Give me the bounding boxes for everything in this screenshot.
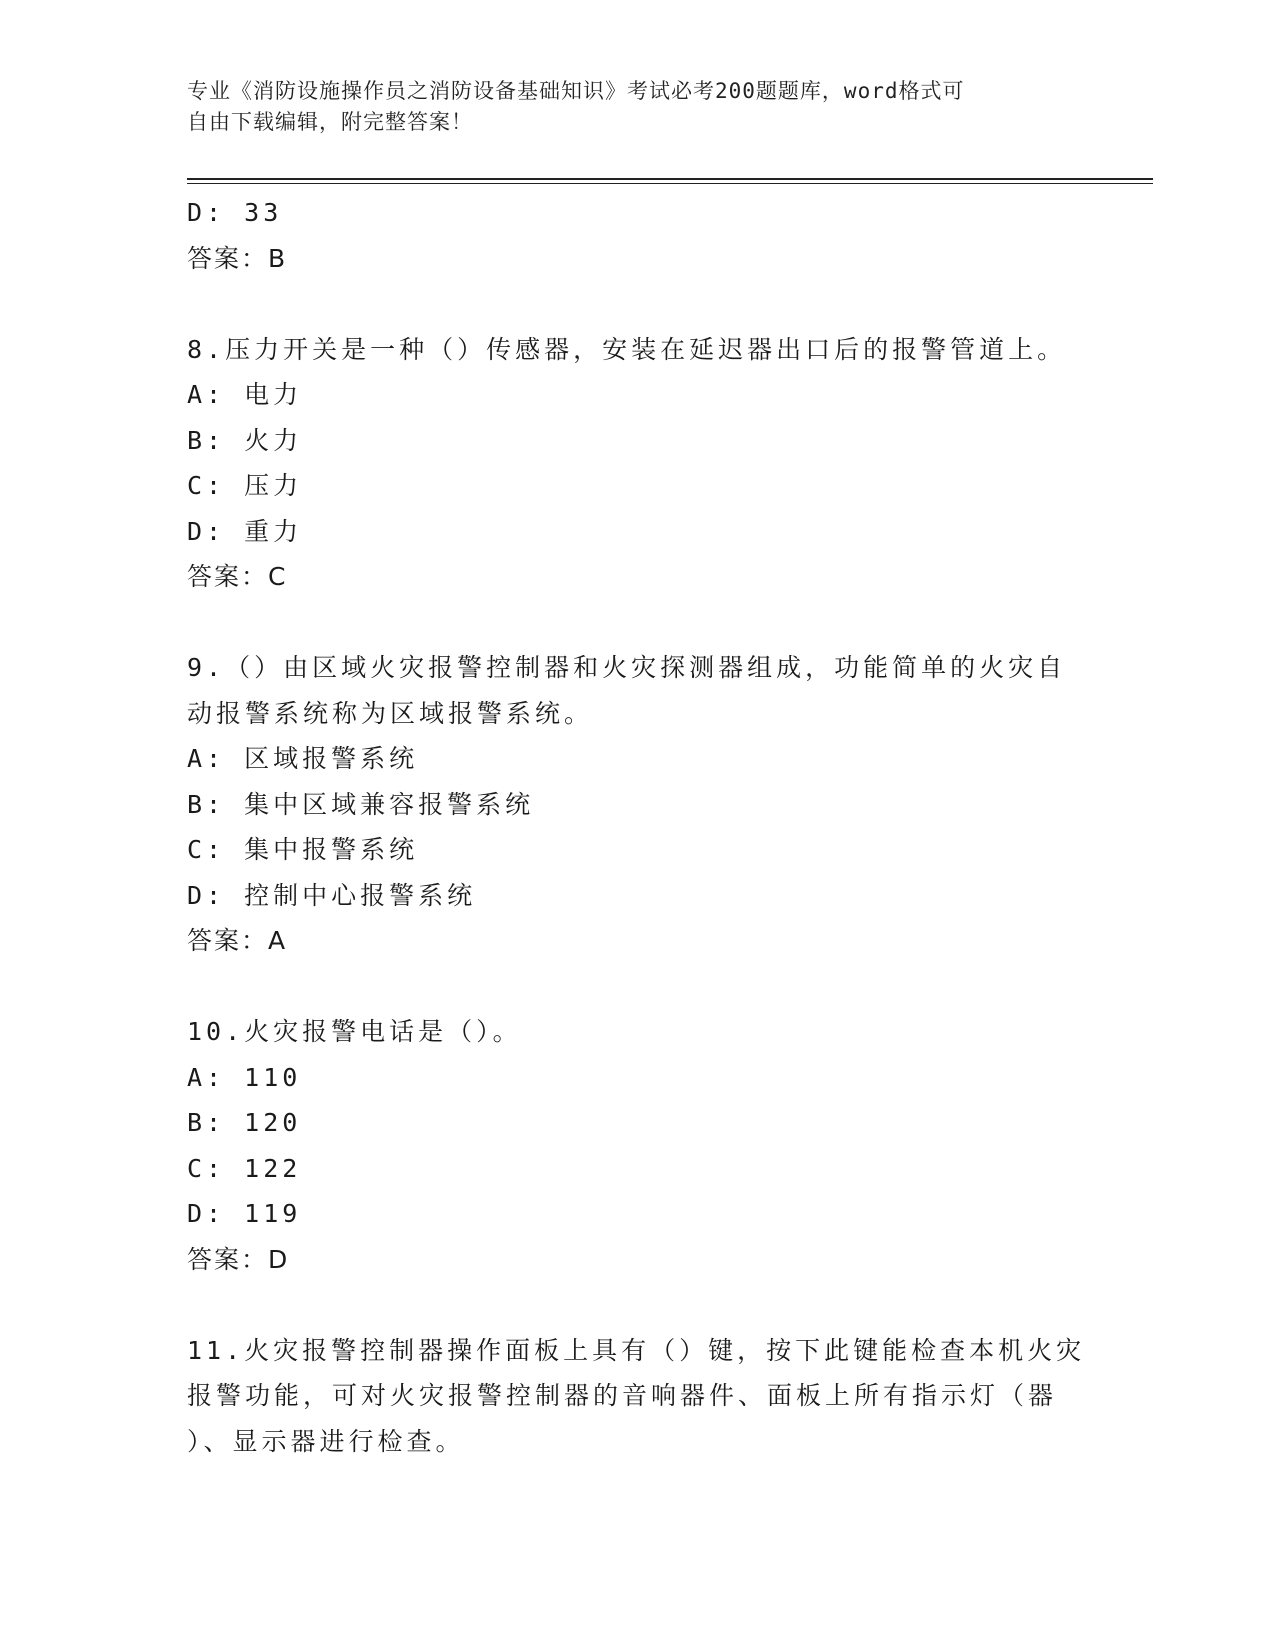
question-list (187, 190, 1087, 1464)
header-line-2: 自由下载编辑，附完整答案！ (187, 110, 473, 134)
q8-answer: 答案：C (187, 562, 288, 591)
document-header (187, 76, 1067, 138)
q10-text: 10.火灾报警电话是（）。 (187, 1017, 522, 1046)
header-divider-thick (187, 178, 1153, 180)
q9-text-line-2: 动报警系统称为区域报警系统。 (187, 698, 594, 728)
q9-option-b: B: 集中区域兼容报警系统 (187, 789, 535, 819)
q10-option-b: B: 120 (187, 1108, 302, 1137)
header-line-1: 专业《消防设施操作员之消防设备基础知识》考试必考200题题库，word格式可 (187, 79, 965, 103)
q9-option-c: C: 集中报警系统 (187, 835, 419, 864)
q10-option-a: A: 110 (187, 1062, 302, 1092)
q9-text-line-1: 9.（）由区域火灾报警控制器和火灾探测器组成，功能简单的火灾自 (187, 653, 1067, 682)
q11-text-line-3: ）、显示器进行检查。 (187, 1426, 465, 1456)
q8-option-b: B: 火力 (187, 425, 303, 455)
q8-option-d: D: 重力 (187, 516, 303, 546)
q11-text-line-2: 报警功能，可对火灾报警控制器的音响器件、面板上所有指示灯（器 (187, 1381, 1058, 1410)
spacer (187, 1282, 1087, 1328)
prev-answer: 答案：B (187, 243, 288, 273)
q9-option-d: D: 控制中心报警系统 (187, 880, 477, 910)
header-divider-thin (187, 183, 1153, 184)
q8-option-a: A: 电力 (187, 380, 303, 409)
q9-option-a: A: 区域报警系统 (187, 744, 419, 773)
q11-text-line-1: 11.火灾报警控制器操作面板上具有（）键，按下此键能检查本机火灾 (187, 1335, 1086, 1365)
spacer (187, 281, 1087, 327)
q10-answer: 答案：D (187, 1244, 290, 1274)
prev-option-d: D: 33 (187, 198, 283, 227)
q8-option-c: C: 压力 (187, 471, 303, 500)
q9-answer: 答案：A (187, 926, 288, 955)
q10-option-d: D: 119 (187, 1199, 302, 1228)
spacer (187, 600, 1087, 646)
spacer (187, 964, 1087, 1010)
q8-text: 8.压力开关是一种（）传感器，安装在延迟器出口后的报警管道上。 (187, 334, 1067, 364)
q10-option-c: C: 122 (187, 1153, 302, 1183)
